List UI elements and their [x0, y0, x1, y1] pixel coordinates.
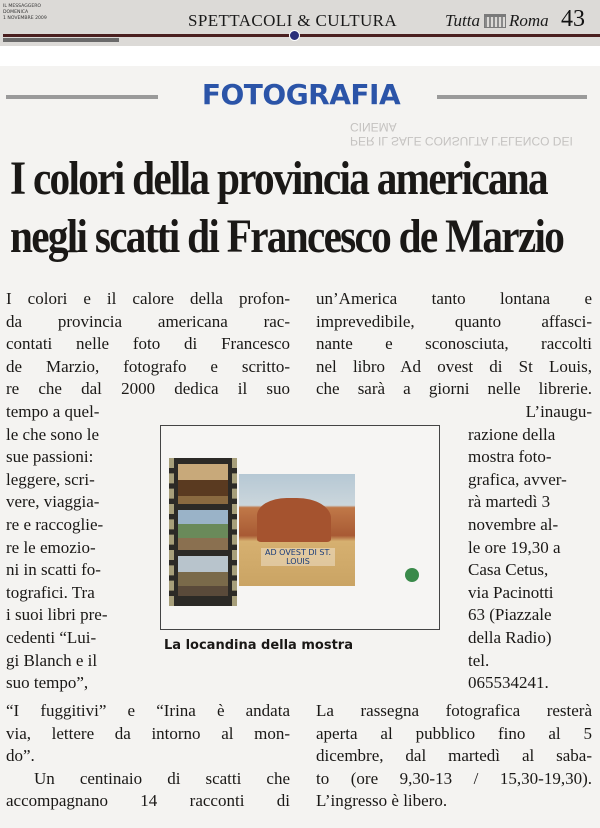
body-line: “I fuggitivi” e “Irina è andata — [6, 701, 290, 720]
body-line: La rassegna fotografica resterà — [316, 701, 592, 720]
body-line: le ore 19,30 a — [468, 537, 561, 557]
body-line: della Radio) — [468, 627, 552, 647]
body-line: re e raccoglie- — [6, 514, 104, 534]
body-line: nante e sconosciuta, raccolti — [316, 334, 592, 354]
section-title: SPETTACOLI & CULTURA — [188, 11, 398, 30]
body-line: che sarà a giorni nelle librerie. — [316, 379, 592, 399]
body-line: via Pacinotti — [468, 582, 554, 602]
body-line: de Marzio, fotografo e scritto- — [6, 356, 290, 376]
body-line: un’America tanto lontana e — [316, 289, 592, 308]
article-headline — [10, 150, 564, 266]
body-line: gi Blanch e il — [6, 650, 98, 670]
body-line: nel libro Ad ovest di St Louis, — [316, 356, 592, 376]
body-column-1-narrow — [6, 401, 146, 695]
body-line: razione della — [468, 424, 556, 444]
header-rule — [3, 34, 600, 37]
headline-line: negli scatti di Francesco de Marzio — [10, 210, 564, 263]
body-column-2-narrow — [468, 401, 592, 695]
brand-left: Tutta — [445, 11, 480, 30]
body-column-2-top — [316, 288, 592, 401]
body-line: i suoi libri pre- — [6, 605, 108, 625]
body-column-1-top — [6, 288, 290, 401]
body-line: I colori e il calore della profon- — [6, 289, 290, 308]
header-tab — [3, 38, 119, 42]
section-marker-icon — [289, 30, 300, 41]
body-line: tempo a quel- — [6, 402, 100, 421]
film-frame — [178, 556, 228, 596]
body-line: Un centinaio di scatti che — [34, 768, 290, 788]
headline-line: I colori della provincia americana — [10, 152, 547, 205]
issue-date: 1 NOVEMBRE 2009 — [3, 16, 47, 21]
body-line: da provincia americana rac- — [6, 311, 290, 331]
body-line: dicembre, dal martedì al saba- — [316, 746, 592, 766]
body-line: 63 (Piazzale — [468, 605, 552, 625]
body-line: re le emozio- — [6, 537, 96, 557]
body-line: suo tempo”, — [6, 673, 89, 693]
body-line: sue passioni: — [6, 447, 94, 467]
publication-name: IL MESSAGGERO — [3, 4, 42, 9]
body-line: novembre al- — [468, 514, 559, 534]
body-line: accompagnano 14 racconti di — [6, 791, 290, 811]
body-line: vere, viaggia- — [6, 492, 100, 512]
film-strip-image — [169, 458, 237, 606]
body-line: Casa Cetus, — [468, 560, 549, 580]
exhibition-poster — [160, 425, 440, 630]
body-line: mostra foto- — [468, 447, 552, 467]
body-line: 065534241. — [468, 673, 549, 693]
issue-info — [3, 4, 67, 22]
kicker-bar-left — [6, 95, 158, 99]
body-line: rà martedì 3 — [468, 492, 551, 512]
body-column-1-bottom — [6, 700, 290, 813]
body-line: re che dal 2000 dedica il suo — [6, 379, 290, 399]
body-line: L’ingresso è libero. — [316, 791, 448, 811]
body-line: to (ore 9,30-13 / 15,30-19,30). — [316, 768, 592, 788]
colosseum-icon — [484, 14, 506, 28]
bleed-through-text: PER IL SALE CONSULTA L'ELENCO DEI CINEMA — [350, 120, 573, 148]
kicker-bar-right — [437, 95, 587, 99]
body-line: tel. — [468, 650, 490, 670]
body-line: le che sono le — [6, 424, 99, 444]
body-line: ni in scatti fo- — [6, 560, 101, 580]
supplement-brand — [445, 11, 549, 31]
issue-weekday: DOMENICA — [3, 10, 29, 15]
body-line: imprevedibile, quanto affasci- — [316, 311, 592, 331]
body-line: cedenti “Lui- — [6, 627, 97, 647]
poster-title: AD OVEST DI ST. LOUIS — [261, 548, 335, 566]
body-line: tografici. Tra — [6, 582, 95, 602]
butte-shape — [257, 498, 331, 542]
article-kicker: FOTOGRAFIA — [201, 78, 401, 111]
publisher-logo-icon — [405, 568, 419, 582]
body-line: via, lettere da intorno al mon- — [6, 723, 290, 743]
body-line: grafica, avver- — [468, 469, 567, 489]
body-line: L’inaugu- — [525, 402, 592, 421]
body-line: do”. — [6, 746, 35, 766]
figure-caption: La locandina della mostra — [164, 638, 353, 653]
page-number: 43 — [561, 6, 585, 32]
body-column-2-bottom — [316, 700, 592, 813]
body-line: leggere, scri- — [6, 469, 95, 489]
page-header — [0, 0, 600, 46]
brand-right: Roma — [508, 11, 549, 30]
body-line: aperta al pubblico fino al 5 — [316, 723, 592, 743]
film-frame — [178, 510, 228, 550]
body-line: contati nelle foto di Francesco — [6, 334, 290, 354]
desert-landscape-photo — [239, 474, 355, 586]
film-frame — [178, 464, 228, 504]
